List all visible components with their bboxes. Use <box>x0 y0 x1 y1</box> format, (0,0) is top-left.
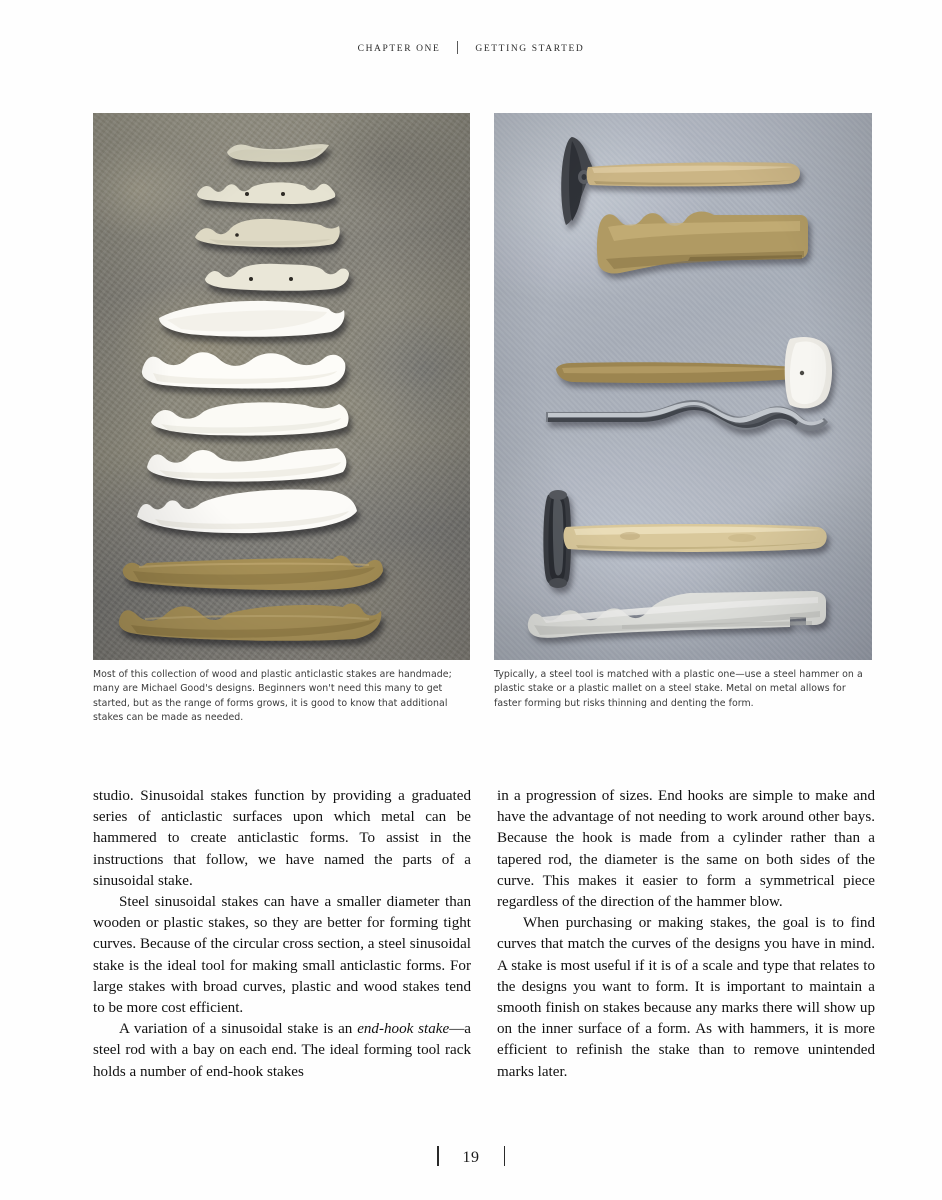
running-head-chapter: CHAPTER ONE <box>357 43 441 54</box>
body-paragraph: When purchasing or making stakes, the goal is to find curves that match the curves of the designs you have in mind. A stake is most useful if it is of a scale and type that relates to the designs you want to form. It is important to maintain a smooth finish on stakes because any marks there will show up on the inner surface of a form. As with hammers, it is more efficient to refinish the stake than to remove unintended marks later. <box>497 915 875 1080</box>
figure-steel-and-plastic-tools <box>494 113 872 660</box>
photo-vignette <box>93 113 470 660</box>
body-paragraph: in a progression of sizes. End hooks are simple to make and have the advantage of not needing to work around other bays. Because the hook is made from a cylinder rather than a tapered rod, the diameter is the same on both sides of the curve. This makes it easier to form a symmetrical piece regardless of the direction of the hammer blow. <box>497 788 875 911</box>
body-column-left <box>93 786 471 1083</box>
italic-term-end-hook-stake: end-hook stake <box>357 1021 450 1038</box>
body-paragraph: studio. Sinusoidal stakes function by providing a graduated series of anticlastic surfaces upon which metal can be hammered to create anticlastic forms. To assist in the instructions that follow, we have named the parts of a sinusoidal stake. <box>93 788 471 889</box>
figure-caption-left: Most of this collection of wood and plastic anticlastic stakes are handmade; many are Michael Good's designs. Beginners won't need this many to get started, but as the range of forms grows, it is good to know that additional stakes can be made as needed. <box>93 669 452 723</box>
figure-anticlastic-stakes <box>93 113 470 660</box>
running-head-title: GETTING STARTED <box>475 43 585 54</box>
running-head-separator <box>457 41 458 54</box>
figure-caption-right: Typically, a steel tool is matched with a plastic one—use a steel hammer on a plastic stake or a plastic mallet on a steel stake. Metal on metal allows for faster forming but risks thinning and denting the form. <box>494 669 863 709</box>
body-paragraph: Steel sinusoidal stakes can have a smaller diameter than wooden or plastic stakes, so they are better for forming tight curves. Because of the circular cross section, a steel sinusoidal stake is the ideal tool for making small anticlastic forms. For large stakes with broad curves, plastic and wood stakes tend to be more cost efficient. <box>93 894 471 1017</box>
page-folio <box>0 1148 942 1168</box>
photo-stake-collection <box>93 113 470 660</box>
page-number: 19 <box>462 1149 480 1166</box>
paragraph-text-before-term: A variation of a sinusoidal stake is an <box>119 1021 358 1038</box>
running-head <box>0 42 942 55</box>
folio-rule-left <box>437 1146 438 1166</box>
body-column-right <box>497 786 875 1083</box>
photo-vignette <box>494 113 872 660</box>
paragraph-text-after-term: —a steel rod with a bay on each end. The ideal forming tool rack holds a number of end-hook stakes <box>93 1021 471 1080</box>
photo-tool-pairs <box>494 113 872 660</box>
body-paragraph-with-term <box>93 1019 471 1083</box>
folio-rule-right <box>504 1146 505 1166</box>
